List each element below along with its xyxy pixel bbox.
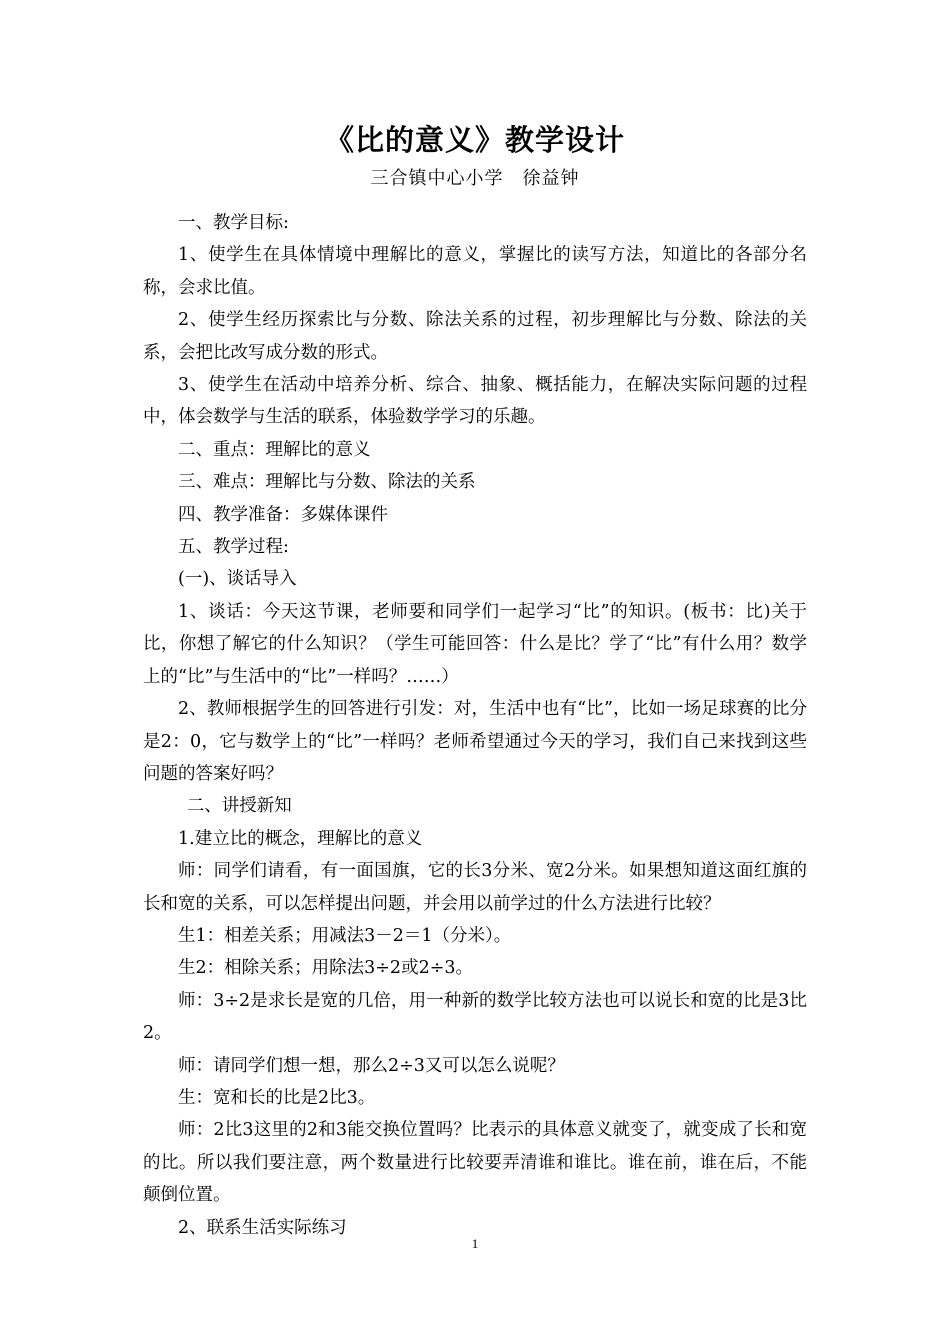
section-heading-process: 五、教学过程: bbox=[178, 537, 289, 558]
teacher-line-4: 师：2比3这里的2和3能交换位置吗？比表示的具体意义就变了，就变成了长和宽的比。所以我们要注意，两个数量进行比较要弄清谁和谁比。谁在前，谁在后，不能颠倒位置。 bbox=[143, 1120, 807, 1206]
intro-paragraph-2: 2、教师根据学生的回答进行引发：对，生活中也有“比”，比如一场足球赛的比分是2：0，它与数学上的“比”一样吗？老师希望通过今天的学习，我们自己来找到这些问题的答案好吗？ bbox=[143, 699, 807, 784]
student-line-2: 生2：相除关系；用除法3÷2或2÷3。 bbox=[178, 958, 473, 979]
objective-2: 2、使学生经历探索比与分数、除法关系的过程，初步理解比与分数、除法的关系，会把比改写成分数的形式。 bbox=[143, 310, 807, 363]
author-line: 三合镇中心小学 徐益钟 bbox=[370, 168, 580, 189]
subsection-heading-intro: (一)、谈话导入 bbox=[178, 569, 297, 590]
section-heading-key-point: 二、重点：理解比的意义 bbox=[178, 439, 371, 460]
student-line-1: 生1：相差关系；用减法3－2＝1（分米）。 bbox=[178, 925, 512, 946]
teacher-line-1: 师：同学们请看，有一面国旗，它的长3分米、宽2分米。如果想知道这面红旗的长和宽的关系，可以怎样提出问题，并会用以前学过的什么方法进行比较？ bbox=[143, 861, 807, 914]
step-heading-practice: 2、联系生活实际练习 bbox=[178, 1217, 347, 1238]
teacher-line-3: 师：请同学们想一想，那么2÷3又可以怎么说呢？ bbox=[178, 1055, 565, 1076]
page-number: 1 bbox=[471, 1236, 479, 1251]
document-body bbox=[143, 207, 807, 1244]
teacher-line-2: 师：3÷2是求长是宽的几倍，用一种新的数学比较方法也可以说长和宽的比是3比2。 bbox=[143, 990, 807, 1044]
intro-paragraph-1: 1、谈话：今天这节课，老师要和同学们一起学习“比”的知识。(板书：比)关于比，你想了解它的什么知识？（学生可能回答：什么是比？学了“比”有什么用？数学上的“比”与生活中的“比”一样吗？……） bbox=[143, 601, 807, 687]
section-heading-difficulty: 三、难点：理解比与分数、除法的关系 bbox=[178, 472, 476, 493]
objective-1: 1、使学生在具体情境中理解比的意义，掌握比的读写方法，知道比的各部分名称，会求比值。 bbox=[143, 245, 807, 298]
step-heading-concept: 1.建立比的概念，理解比的意义 bbox=[178, 828, 423, 849]
objective-3: 3、使学生在活动中培养分析、综合、抽象、概括能力，在解决实际问题的过程中，体会数学与生活的联系，体验数学学习的乐趣。 bbox=[143, 375, 807, 428]
document-title: 《比的意义》教学设计 bbox=[324, 123, 625, 157]
section-heading-objectives: 一、教学目标: bbox=[178, 213, 289, 233]
section-heading-preparation: 四、教学准备：多媒体课件 bbox=[178, 504, 388, 525]
student-line-3: 生：宽和长的比是2比3。 bbox=[178, 1087, 376, 1108]
subsection-heading-new-knowledge: 二、讲授新知 bbox=[186, 796, 292, 817]
